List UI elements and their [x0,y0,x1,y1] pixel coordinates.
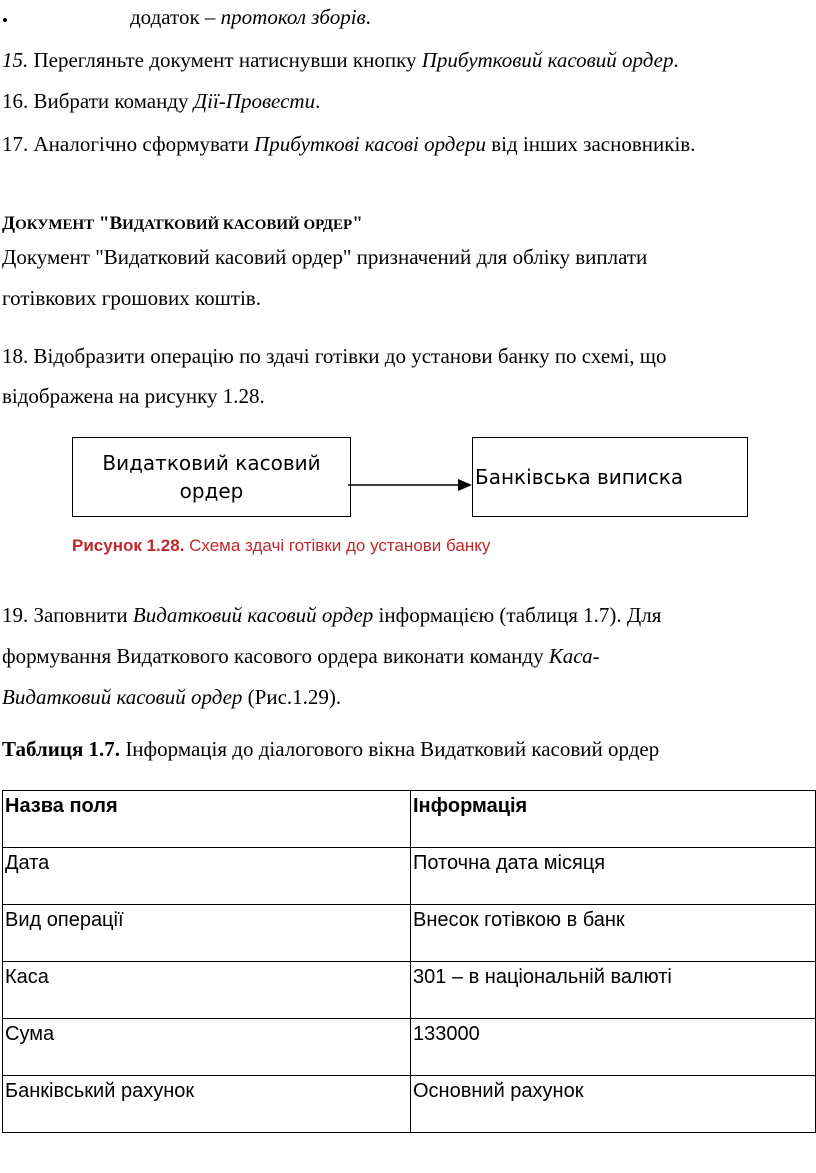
bullet-line-attachment: додаток – протокол зборів. [130,5,371,29]
table-row [3,1076,816,1133]
step-15: 15. Перегляньте документ натиснувши кнопку Прибутковий касовий ордер. [2,48,679,72]
intro-line-2: готівкових грошових коштів. [2,286,261,310]
table-header-row [3,791,816,848]
step-18-line-2: відображена на рисунку 1.28. [2,384,265,408]
step-16: 16. Вибрати команду Дії-Провести. [2,89,321,113]
bullet-dot: • [2,11,8,30]
table-row [3,905,816,962]
table-cell: Банківський рахунок [3,1076,411,1133]
header-cell-field-name: Назва поля [3,791,411,848]
diagram-box-bank-statement: Банківська виписка [472,437,748,517]
table-cell: Каса [3,962,411,1019]
table-cell: Сума [3,1019,411,1076]
table-row [3,1019,816,1076]
table-cell: Поточна дата місяця [411,848,816,905]
table-row [3,848,816,905]
step-19-line-2: формування Видаткового касового ордера виконати команду Каса- [2,644,600,668]
table-cell: Вид операції [3,905,411,962]
intro-line-1: Документ "Видатковий касовий ордер" призначений для обліку виплати [2,245,648,269]
step-18-line-1: 18. Відобразити операцію по здачі готівки до установи банку по схемі, що [2,344,667,368]
table-cell: 133000 [411,1019,816,1076]
header-cell-information: Інформація [411,791,816,848]
figure-caption: Рисунок 1.28. Схема здачі готівки до установи банку [72,536,491,555]
table-cell: 301 – в національній валюті [411,962,816,1019]
info-table [2,790,816,1133]
table-cell: Основний рахунок [411,1076,816,1133]
step-19-line-1: 19. Заповнити Видатковий касовий ордер інформацією (таблиця 1.7). Для [2,603,662,627]
arrow-right-icon [340,475,480,495]
section-heading: ДОКУМЕНТ "ВИДАТКОВИЙ КАСОВИЙ ОРДЕР" [2,213,363,234]
table-cell: Внесок готівкою в банк [411,905,816,962]
table-cell: Дата [3,848,411,905]
table-row [3,962,816,1019]
diagram-box-expense-order: Видатковий касовий ордер [72,437,351,517]
step-17: 17. Аналогічно сформувати Прибуткові касові ордери від інших засновників. [2,132,696,156]
table-caption: Таблиця 1.7. Інформація до діалогового вікна Видатковий касовий ордер [2,737,660,761]
step-19-line-3: Видатковий касовий ордер (Рис.1.29). [2,685,342,709]
